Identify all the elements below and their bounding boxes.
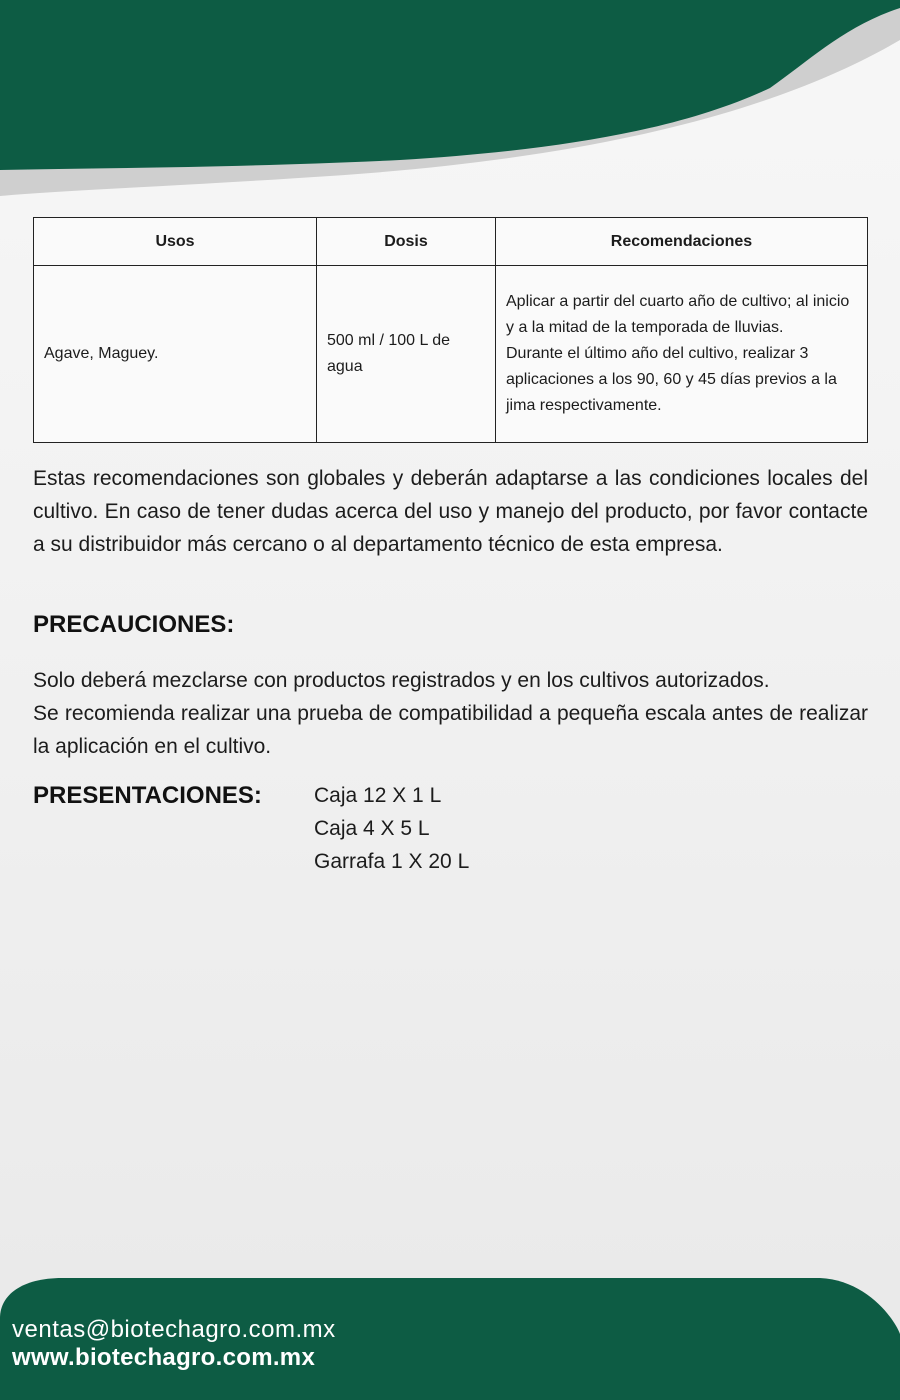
presentaciones-title: PRESENTACIONES: xyxy=(33,782,262,809)
cell-recomendaciones xyxy=(496,266,868,443)
cell-dosis: 500 ml / 100 L de agua xyxy=(317,266,496,443)
recommendation-line-1: Aplicar a partir del cuarto año de cultivo; al inicio y a la mitad de la temporada de lluvias. xyxy=(506,293,850,336)
list-item: Garrafa 1 X 20 L xyxy=(314,850,470,873)
header-recomendaciones: Recomendaciones xyxy=(496,218,868,266)
table-header-row xyxy=(34,218,868,266)
cell-usos: Agave, Maguey. xyxy=(34,266,317,443)
recommendation-line-2: Durante el último año del cultivo, realizar 3 aplicaciones a los 90, 60 y 45 días previos a la jima respectivamente. xyxy=(506,345,837,414)
header-usos: Usos xyxy=(34,218,317,266)
presentaciones-list xyxy=(314,779,469,878)
header-dosis: Dosis xyxy=(317,218,496,266)
precauciones-title: PRECAUCIONES: xyxy=(33,611,235,638)
precaucion-line-1: Solo deberá mezclarse con productos registrados y en los cultivos autorizados. xyxy=(33,669,770,692)
specifications-table xyxy=(33,217,868,443)
list-item: Caja 12 X 1 L xyxy=(314,784,442,807)
table-row xyxy=(34,266,868,443)
precaucion-line-2: Se recomienda realizar una prueba de compatibilidad a pequeña escala antes de realizar la aplicación en el cultivo. xyxy=(33,702,868,758)
intro-paragraph: Estas recomendaciones son globales y deberán adaptarse a las condiciones locales del cultivo. En caso de tener dudas acerca del uso y manejo del producto, por favor contacte a su distribuidor más cercano o al departamento técnico de esta empresa. xyxy=(33,467,868,556)
list-item: Caja 4 X 5 L xyxy=(314,817,430,840)
precauciones-body xyxy=(33,664,868,763)
footer-website-link[interactable]: www.biotechagro.com.mx xyxy=(12,1344,316,1371)
footer-email-link[interactable]: ventas@biotechagro.com.mx xyxy=(12,1316,336,1343)
